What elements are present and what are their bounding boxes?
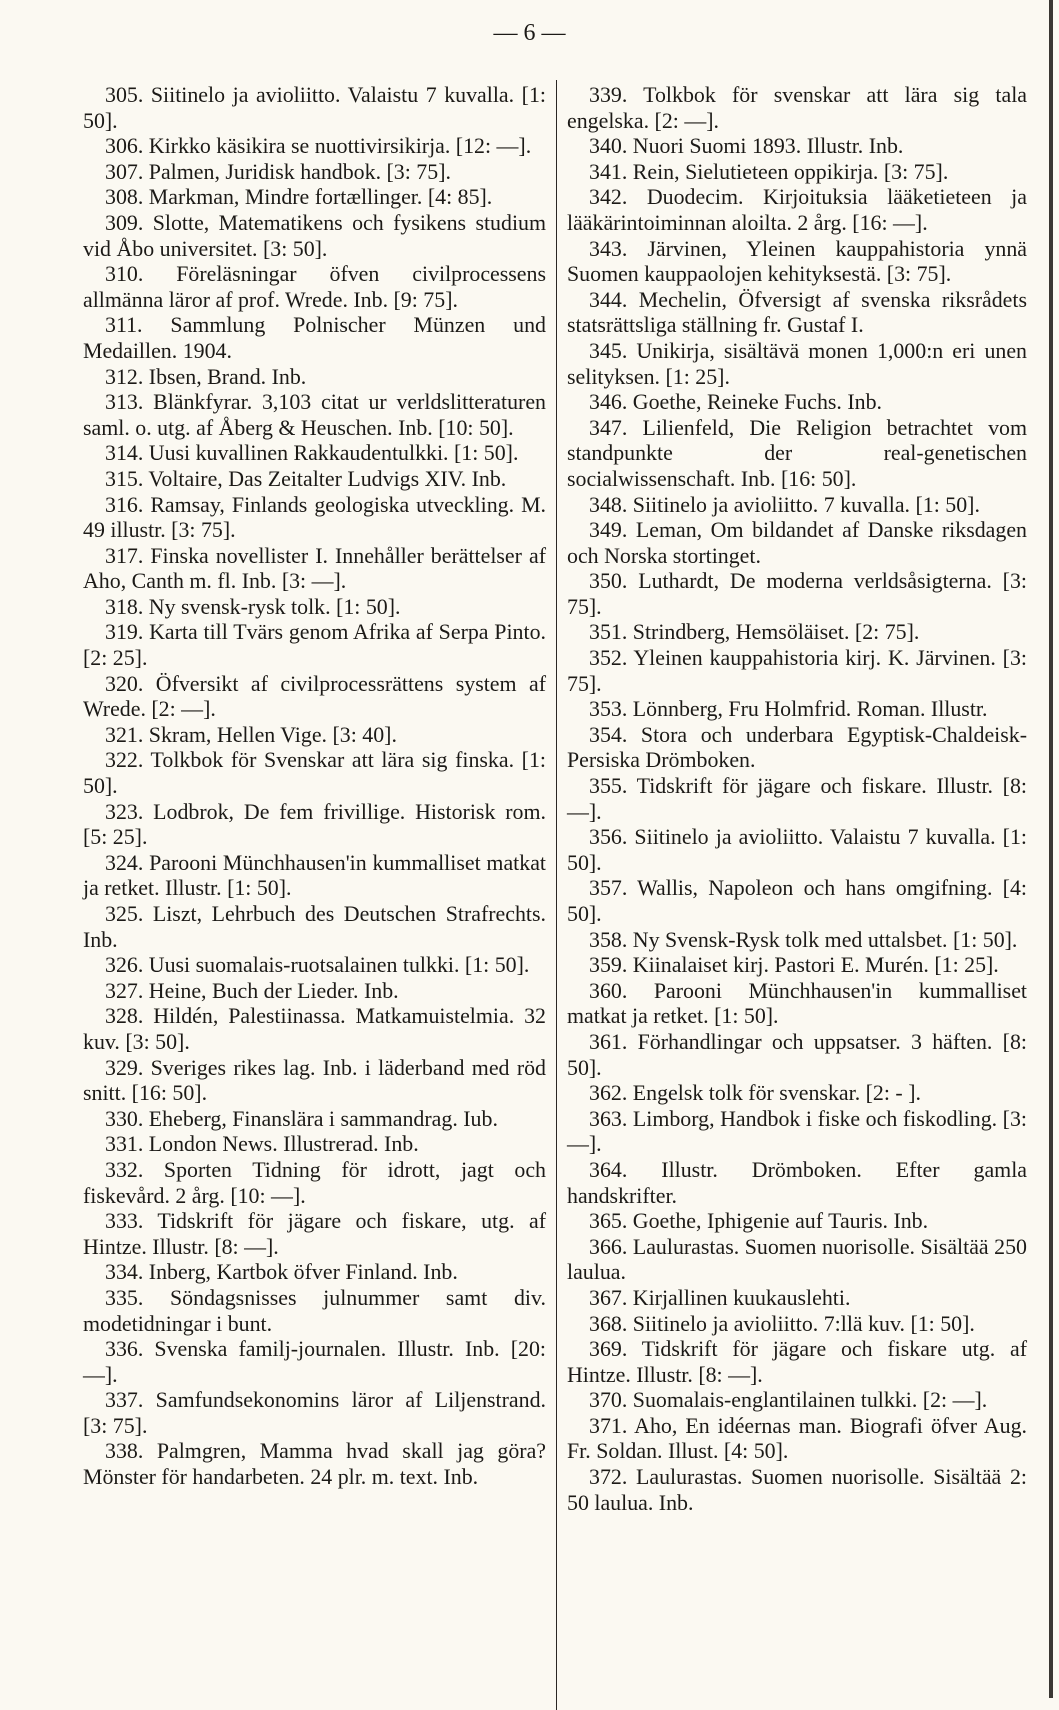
catalog-entry: 352. Yleinen kauppahistoria kirj. K. Järvinen. [3: 75]. (567, 645, 1027, 696)
catalog-entry: 331. London News. Illustrerad. Inb. (105, 1131, 419, 1157)
catalog-entry: 326. Uusi suomalais-ruotsalainen tulkki. [1: 50]. (105, 952, 530, 978)
catalog-entry: 337. Samfundsekonomins läror af Liljenstrand. [3: 75]. (83, 1387, 546, 1438)
catalog-entry: 338. Palmgren, Mamma hvad skall jag göra? Mönster för handarbeten. 24 plr. m. text. Inb. (83, 1438, 546, 1490)
catalog-entry: 372. Laulurastas. Suomen nuorisolle. Sisältää 2: 50 laulua. Inb. (567, 1464, 1027, 1515)
catalog-entry: 335. Söndagsnisses julnummer samt div. modetidningar i bunt. (83, 1284, 546, 1336)
catalog-entry: 343. Järvinen, Yleinen kauppahistoria ynnä Suomen kauppaolojen kehityksestä. [3: 75]. (567, 235, 1027, 287)
catalog-entry: 371. Aho, En idéernas man. Biografi öfver Aug. Fr. Soldan. Illust. [4: 50]. (567, 1412, 1027, 1464)
catalog-entry: 354. Stora och underbara Egyptisk-Chaldeisk-Persiska Drömboken. (567, 721, 1027, 773)
catalog-entry: 369. Tidskrift för jägare och fiskare utg. af Hintze. Illustr. [8: —]. (567, 1336, 1027, 1387)
catalog-entry: 351. Strindberg, Hemsöläiset. [2: 75]. (589, 619, 920, 645)
catalog-entry: 316. Ramsay, Finlands geologiska utveckling. M. 49 illustr. [3: 75]. (83, 491, 546, 543)
catalog-entry: 341. Rein, Sielutieteen oppikirja. [3: 75]. (589, 158, 949, 184)
catalog-entry: 342. Duodecim. Kirjoituksia lääketieteen ja lääkärintoiminnan aloilta. 2 årg. [16: —]. (567, 184, 1027, 235)
catalog-entry: 330. Eheberg, Finanslära i sammandrag. Iub. (105, 1105, 498, 1131)
catalog-entry: 329. Sveriges rikes lag. Inb. i läderband med röd snitt. [16: 50]. (83, 1054, 546, 1106)
catalog-entry: 346. Goethe, Reineke Fuchs. Inb. (589, 389, 883, 415)
catalog-entry: 355. Tidskrift för jägare och fiskare. Illustr. [8: —]. (567, 773, 1027, 824)
catalog-entry: 323. Lodbrok, De fem frivillige. Historisk rom. [5: 25]. (83, 798, 546, 850)
catalog-entry: 349. Leman, Om bildandet af Danske riksdagen och Norska stortinget. (567, 517, 1027, 568)
catalog-entry: 347. Lilienfeld, Die Religion betrachtet vom standpunkte der real-genetischen socialwissenschaft. Inb. [16: 50]. (567, 414, 1027, 491)
catalog-entry: 364. Illustr. Drömboken. Efter gamla handskrifter. (567, 1156, 1027, 1208)
catalog-entry: 314. Uusi kuvallinen Rakkaudentulkki. [1: 50]. (105, 440, 519, 466)
catalog-entry: 309. Slotte, Matematikens och fysikens studium vid Åbo universitet. [3: 50]. (83, 209, 546, 261)
catalog-entry: 368. Siitinelo ja avioliitto. 7:llä kuv. [1: 50]. (589, 1310, 975, 1336)
page-edge (1049, 0, 1053, 1698)
catalog-entry: 356. Siitinelo ja avioliitto. Valaistu 7 kuvalla. [1: 50]. (567, 824, 1027, 875)
catalog-entry: 305. Siitinelo ja avioliitto. Valaistu 7 kuvalla. [1: 50]. (83, 82, 546, 133)
catalog-entry: 325. Liszt, Lehrbuch des Deutschen Strafrechts. Inb. (83, 901, 546, 952)
catalog-entry: 336. Svenska familj-journalen. Illustr. Inb. [20: —]. (83, 1336, 546, 1387)
catalog-entry: 310. Föreläsningar öfven civilprocessens allmänna läror af prof. Wrede. Inb. [9: 75]. (83, 261, 546, 312)
catalog-entry: 327. Heine, Buch der Lieder. Inb. (105, 977, 399, 1003)
catalog-entry: 362. Engelsk tolk för svenskar. [2: - ]. (589, 1080, 921, 1106)
left-column (83, 82, 546, 1490)
catalog-entry: 345. Unikirja, sisältävä monen 1,000:n eri unen selityksen. [1: 25]. (567, 337, 1027, 389)
column-divider (556, 80, 557, 1710)
catalog-entry: 365. Goethe, Iphigenie auf Tauris. Inb. (589, 1208, 929, 1234)
catalog-entry: 358. Ny Svensk-Rysk tolk med uttalsbet. [1: 50]. (589, 926, 1018, 952)
catalog-entry: 308. Markman, Mindre fortællinger. [4: 85]. (105, 184, 493, 210)
catalog-entry: 322. Tolkbok för Svenskar att lära sig finska. [1: 50]. (83, 747, 546, 799)
catalog-entry: 328. Hildén, Palestiinassa. Matkamuistelmia. 32 kuv. [3: 50]. (83, 1003, 546, 1054)
catalog-entry: 333. Tidskrift för jägare och fiskare, utg. af Hintze. Illustr. [8: —]. (83, 1208, 546, 1259)
right-column (567, 82, 1027, 1515)
catalog-entry: 334. Inberg, Kartbok öfver Finland. Inb. (105, 1259, 458, 1285)
catalog-entry: 318. Ny svensk-rysk tolk. [1: 50]. (105, 593, 401, 619)
catalog-entry: 359. Kiinalaiset kirj. Pastori E. Murén. [1: 25]. (589, 952, 999, 978)
catalog-entry: 367. Kirjallinen kuukauslehti. (589, 1284, 851, 1310)
catalog-entry: 366. Laulurastas. Suomen nuorisolle. Sisältää 250 laulua. (567, 1233, 1027, 1285)
catalog-entry: 324. Parooni Münchhausen'in kummalliset matkat ja retket. Illustr. [1: 50]. (83, 849, 546, 901)
catalog-entry: 361. Förhandlingar och uppsatser. 3 häften. [8: 50]. (567, 1028, 1027, 1080)
catalog-entry: 332. Sporten Tidning för idrott, jagt och fiskevård. 2 årg. [10: —]. (83, 1156, 546, 1208)
catalog-entry: 360. Parooni Münchhausen'in kummalliset matkat ja retket. [1: 50]. (567, 977, 1027, 1029)
catalog-entry: 321. Skram, Hellen Vige. [3: 40]. (105, 721, 397, 747)
catalog-entry: 319. Karta till Tvärs genom Afrika af Serpa Pinto. [2: 25]. (83, 619, 546, 671)
catalog-entry: 317. Finska novellister I. Innehåller berättelser af Aho, Canth m. fl. Inb. [3: —]. (83, 542, 546, 594)
catalog-entry: 348. Siitinelo ja avioliitto. 7 kuvalla. [1: 50]. (589, 491, 980, 517)
catalog-entry: 306. Kirkko käsikira se nuottivirsikirja. [12: —]. (105, 133, 532, 159)
catalog-entry: 312. Ibsen, Brand. Inb. (105, 363, 307, 389)
catalog-entry: 350. Luthardt, De moderna verldsåsigterna. [3: 75]. (567, 568, 1027, 619)
catalog-entry: 340. Nuori Suomi 1893. Illustr. Inb. (589, 133, 904, 159)
catalog-entry: 353. Lönnberg, Fru Holmfrid. Roman. Illustr. (589, 696, 988, 722)
catalog-entry: 339. Tolkbok för svenskar att lära sig tala engelska. [2: —]. (567, 82, 1027, 133)
catalog-entry: 357. Wallis, Napoleon och hans omgifning. [4: 50]. (567, 875, 1027, 926)
catalog-entry: 363. Limborg, Handbok i fiske och fiskodling. [3: —]. (567, 1105, 1027, 1157)
catalog-entry: 344. Mechelin, Öfversigt af svenska riksrådets statsrättsliga ställning fr. Gustaf I. (567, 286, 1027, 338)
catalog-entry: 320. Öfversikt af civilprocessrättens system af Wrede. [2: —]. (83, 670, 546, 722)
catalog-entry: 315. Voltaire, Das Zeitalter Ludvigs XIV. Inb. (105, 465, 507, 491)
catalog-entry: 313. Blänkfyrar. 3,103 citat ur verldslitteraturen saml. o. utg. af Åberg & Heuschen. Inb. [10: 50]. (83, 389, 546, 440)
catalog-entry: 370. Suomalais-englantilainen tulkki. [2: —]. (589, 1387, 988, 1413)
page-number: — 6 — (493, 20, 566, 46)
catalog-entry: 307. Palmen, Juridisk handbok. [3: 75]. (105, 158, 451, 184)
catalog-entry: 311. Sammlung Polnischer Münzen und Medaillen. 1904. (83, 312, 546, 363)
